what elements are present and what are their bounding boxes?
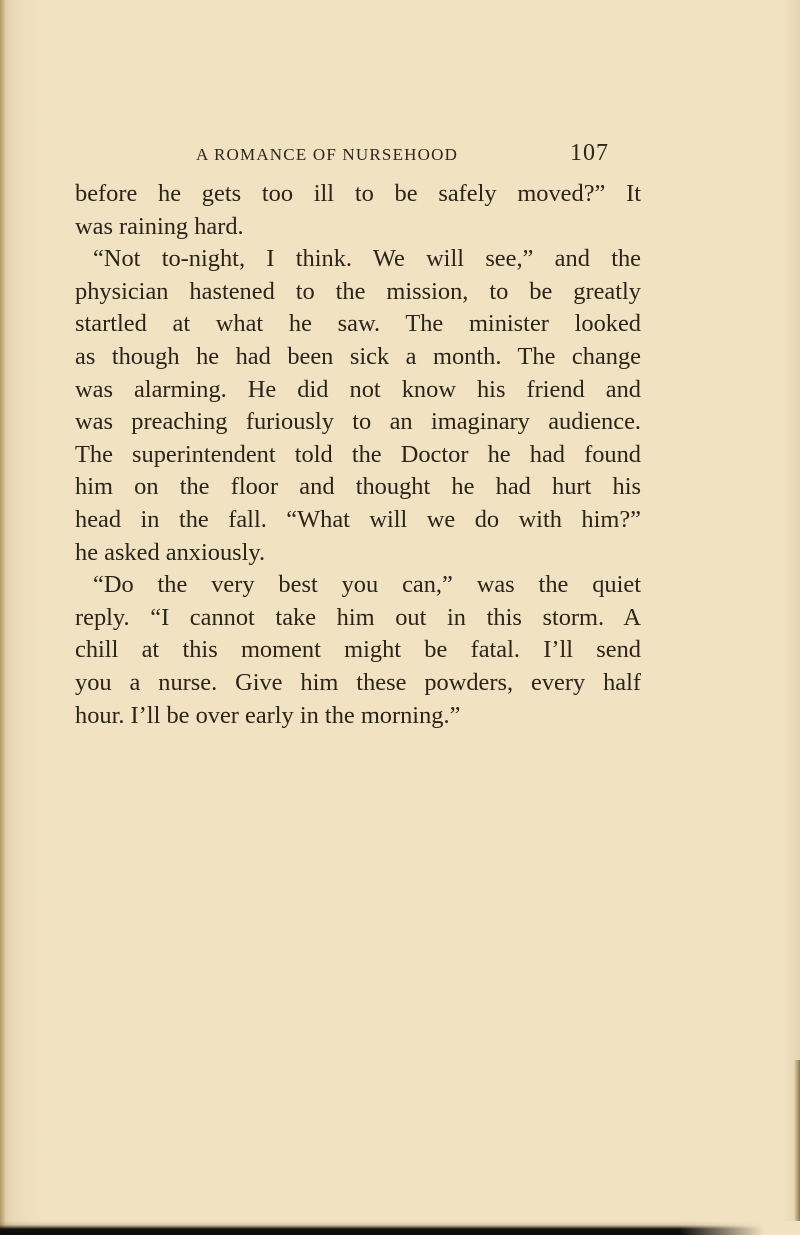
text-line: him on the floor and thought he had hurt his (75, 473, 641, 501)
text-line: was alarming. He did not know his friend and (75, 375, 641, 403)
text-line: as though he had been sick a month. The change (75, 342, 641, 370)
bottom-edge-fade (680, 1221, 800, 1235)
page-edge-shadow (794, 1060, 800, 1235)
text-line: was preaching furiously to an imaginary audience. (75, 408, 641, 436)
text-line: you a nurse. Give him these powders, every half (75, 668, 641, 696)
text-line: chill at this moment might be fatal. I’ll send (75, 636, 641, 664)
running-head: A ROMANCE OF NURSEHOOD (196, 145, 459, 164)
text-line: physician hastened to the mission, to be greatly (75, 277, 641, 305)
text-line: “Do the very best you can,” was the quiet (93, 571, 641, 599)
text-line: was raining hard. (75, 212, 244, 240)
text-line: he asked anxiously. (75, 538, 266, 566)
text-line: head in the fall. “What will we do with him?” (75, 505, 641, 533)
page-number: 107 (570, 140, 609, 166)
text-line: before he gets too ill to be safely moved?” It (75, 180, 641, 207)
body-text (75, 178, 641, 732)
text-line: hour. I’ll be over early in the morning.” (75, 701, 461, 729)
text-line: The superintendent told the Doctor he had found (75, 440, 641, 468)
text-line: “Not to-night, I think. We will see,” and the (93, 245, 641, 273)
text-line: reply. “I cannot take him out in this storm. A (75, 603, 641, 631)
binding-gutter-shadow (0, 0, 6, 1235)
text-line: startled at what he saw. The minister looked (75, 310, 641, 338)
